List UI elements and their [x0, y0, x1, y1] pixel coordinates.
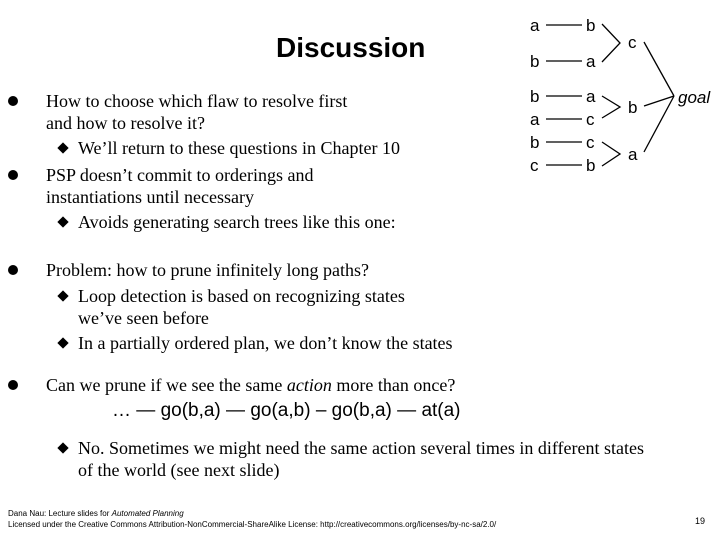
tree-node-row2-right: a	[586, 52, 596, 71]
tree-node-row5-right: c	[586, 133, 595, 152]
tree-row-5	[530, 133, 595, 152]
sequence-connector: —	[136, 400, 161, 421]
sub-bullet-diamond	[57, 337, 68, 348]
sub-bullet-text: Avoids generating search trees like this one:	[78, 212, 396, 232]
bullet-text: Problem: how to prune infinitely long paths?	[46, 260, 369, 280]
tree-node-row1-left: a	[530, 16, 540, 35]
page-number: 19	[695, 516, 706, 526]
sequence-connector: —	[397, 400, 422, 421]
bullet-line: PSP doesn’t commit to orderings and	[46, 165, 314, 185]
bullet-line: and how to resolve it?	[46, 113, 205, 133]
bullet-dot	[8, 170, 18, 180]
action-sequence	[112, 400, 461, 422]
footer-book-title: Automated Planning	[111, 509, 184, 518]
sequence-connector: —	[226, 400, 251, 421]
footer-credits	[8, 508, 496, 530]
tree-node-row3-left: b	[530, 87, 540, 106]
tree-node-row6-left: c	[530, 156, 539, 175]
tree-node-row4-left: a	[530, 110, 540, 129]
bullet-line: How to choose which flaw to resolve first	[46, 91, 348, 111]
bullet-line: of the world (see next slide)	[78, 460, 280, 480]
bullet-text-part: Can we prune if we see the same	[46, 375, 287, 395]
tree-row-4	[530, 110, 595, 129]
sub-bullet-text	[78, 285, 405, 329]
bullet-dot	[8, 380, 18, 390]
sequence-action: at(a)	[421, 400, 461, 421]
tree-node-row1-right: b	[586, 16, 596, 35]
sub-bullet-diamond	[57, 290, 68, 301]
bullet-text-part: more than once?	[331, 375, 456, 395]
tree-node-row3-right: a	[586, 87, 596, 106]
bullet-text	[46, 164, 314, 208]
sub-bullet-text: We’ll return to these questions in Chapter 10	[78, 138, 400, 158]
bullet-dot	[8, 265, 18, 275]
tree-node-row5-left: b	[530, 133, 540, 152]
search-tree-diagram	[520, 14, 720, 194]
tree-node-mid-2: b	[628, 98, 638, 117]
bullet-line: Loop detection is based on recognizing states	[78, 286, 405, 306]
sequence-action: go(a,b)	[250, 400, 311, 421]
sequence-action: go(b,a)	[160, 400, 221, 421]
footer-line-1	[8, 508, 496, 519]
slide-title: Discussion	[276, 32, 426, 63]
sequence-ellipsis: …	[112, 400, 131, 421]
tree-row-3	[530, 87, 596, 106]
sub-bullet-text: In a partially ordered plan, we don’t know the states	[78, 333, 453, 353]
sequence-connector: –	[315, 400, 332, 421]
tree-node-row4-right: c	[586, 110, 595, 129]
bullet-text	[46, 374, 455, 396]
tree-node-mid-3: a	[628, 145, 638, 164]
tree-node-row2-left: b	[530, 52, 540, 71]
footer-license: Licensed under the Creative Commons Attribution-NonCommercial-ShareAlike License: http://creativecommons.org/licenses/by-nc-sa/2.0/	[8, 520, 497, 529]
bullet-text	[46, 90, 347, 134]
sequence-action: go(b,a)	[331, 400, 392, 421]
tree-row-1	[530, 16, 595, 35]
bullet-line: No. Sometimes we might need the same action several times in different states	[78, 438, 645, 458]
sub-bullet-diamond	[57, 442, 68, 453]
tree-goal-label: goal	[678, 88, 711, 107]
sub-bullet-diamond	[57, 216, 68, 227]
sub-bullet-text	[78, 437, 644, 481]
footer-prefix: Dana Nau: Lecture slides for	[8, 509, 112, 518]
sub-bullet-diamond	[57, 142, 68, 153]
tree-row-6	[530, 156, 595, 175]
tree-node-row6-right: b	[586, 156, 596, 175]
tree-row-2	[530, 52, 596, 71]
bullet-line: instantiations until necessary	[46, 187, 254, 207]
bullet-dot	[8, 96, 18, 106]
bullet-line: we’ve seen before	[78, 308, 209, 328]
tree-node-mid-1: c	[628, 33, 637, 52]
bullet-text-italic: action	[286, 375, 332, 395]
